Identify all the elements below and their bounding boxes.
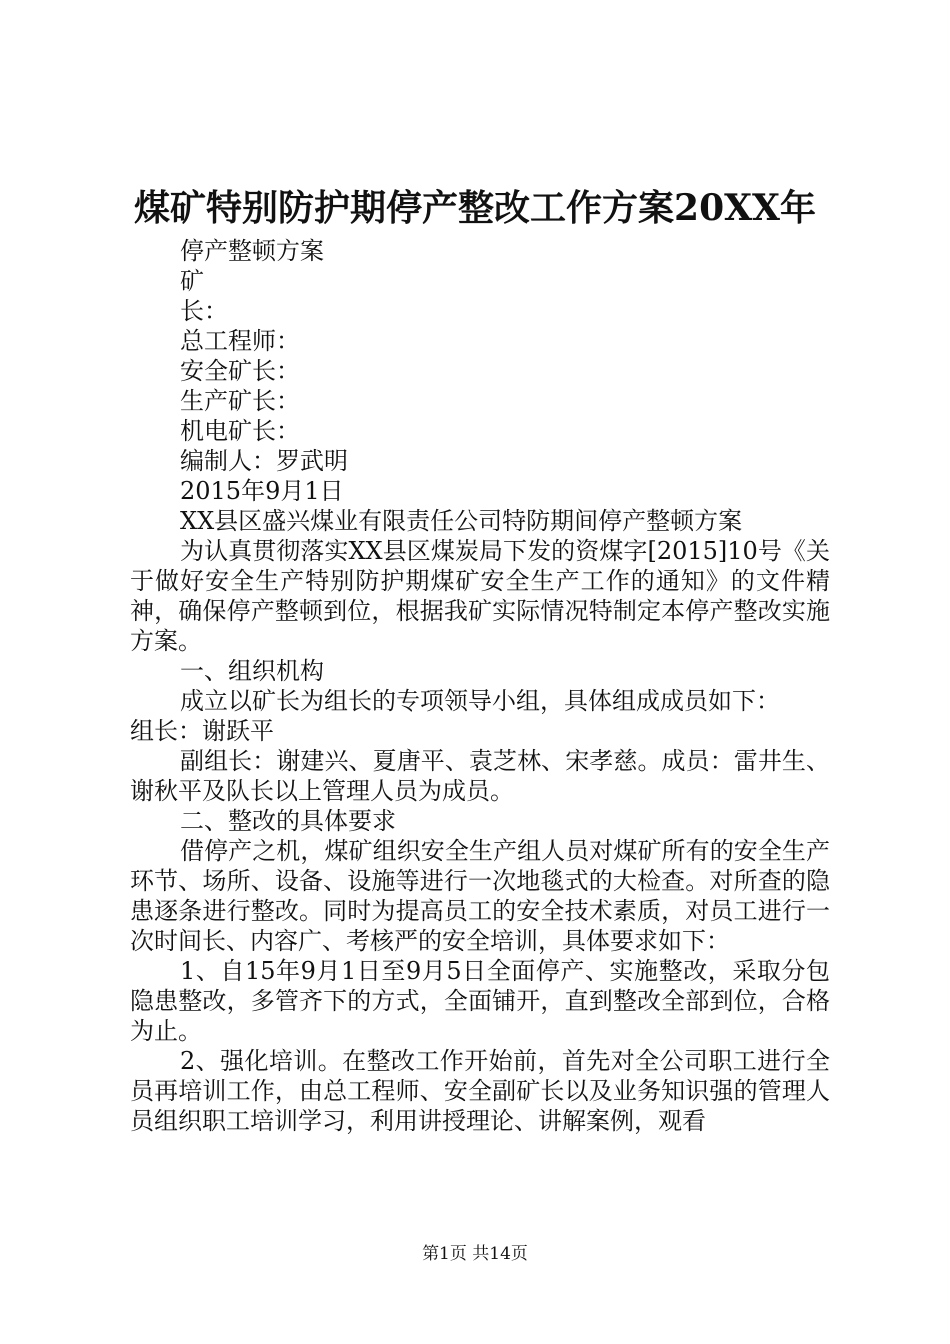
cover-line-production-director: 生产矿长： xyxy=(180,387,300,415)
cover-line-chief-engineer: 总工程师： xyxy=(180,327,300,355)
cover-line-company-plan: XX县区盛兴煤业有限责任公司特防期间停产整顿方案 xyxy=(180,507,743,535)
section1-paragraph: 成立以矿长为组长的专项领导小组，具体组成成员如下： xyxy=(180,687,780,715)
section2-paragraph: 借停产之机，煤矿组织安全生产组人员对煤矿所有的安全生产环节、场所、设备、设施等进行一次地毯式的大检查。对所查的隐患逐条进行整改。同时为提高员工的安全技术素质，对员工进行一次时间长、内容广、考核严的安全培训，具体要求如下： xyxy=(130,837,830,955)
page-number: 第1页 共14页 xyxy=(422,1244,528,1264)
intro-paragraph: 为认真贯彻落实XX县区煤炭局下发的资煤字[2015]10号《关于做好安全生产特别防护期煤矿安全生产工作的通知》的文件精神，确保停产整顿到位，根据我矿实际情况特制定本停产整改实施方案。 xyxy=(130,537,830,655)
item1-paragraph: 1、自15年9月1日至9月5日全面停产、实施整改，采取分包隐患整改，多管齐下的方式，全面铺开，直到整改全部到位，合格为止。 xyxy=(130,957,830,1045)
cover-line-author: 编制人：罗武明 xyxy=(180,447,348,475)
document-body xyxy=(130,236,830,1136)
cover-line-heading: 停产整顿方案 xyxy=(180,237,324,265)
document-title: 煤矿特别防护期停产整改工作方案20XX年 xyxy=(134,187,816,229)
cover-line-safety-director: 安全矿长： xyxy=(180,357,300,385)
cover-line-director: 长： xyxy=(180,297,228,325)
section1-heading: 一、组织机构 xyxy=(180,657,324,685)
cover-line-date: 2015年9月1日 xyxy=(180,477,344,505)
section2-heading: 二、整改的具体要求 xyxy=(180,807,396,835)
cover-line-mine: 矿 xyxy=(180,267,204,295)
cover-line-mechanical-director: 机电矿长： xyxy=(180,417,300,445)
item2-paragraph: 2、强化培训。在整改工作开始前，首先对全公司职工进行全员再培训工作，由总工程师、安全副矿长以及业务知识强的管理人员组织职工培训学习，利用讲授理论、讲解案例，观看 xyxy=(130,1047,830,1135)
leader-line: 组长：谢跃平 xyxy=(130,717,274,745)
members-paragraph: 副组长：谢建兴、夏唐平、袁芝林、宋孝慈。成员：雷井生、谢秋平及队长以上管理人员为成员。 xyxy=(130,747,830,805)
